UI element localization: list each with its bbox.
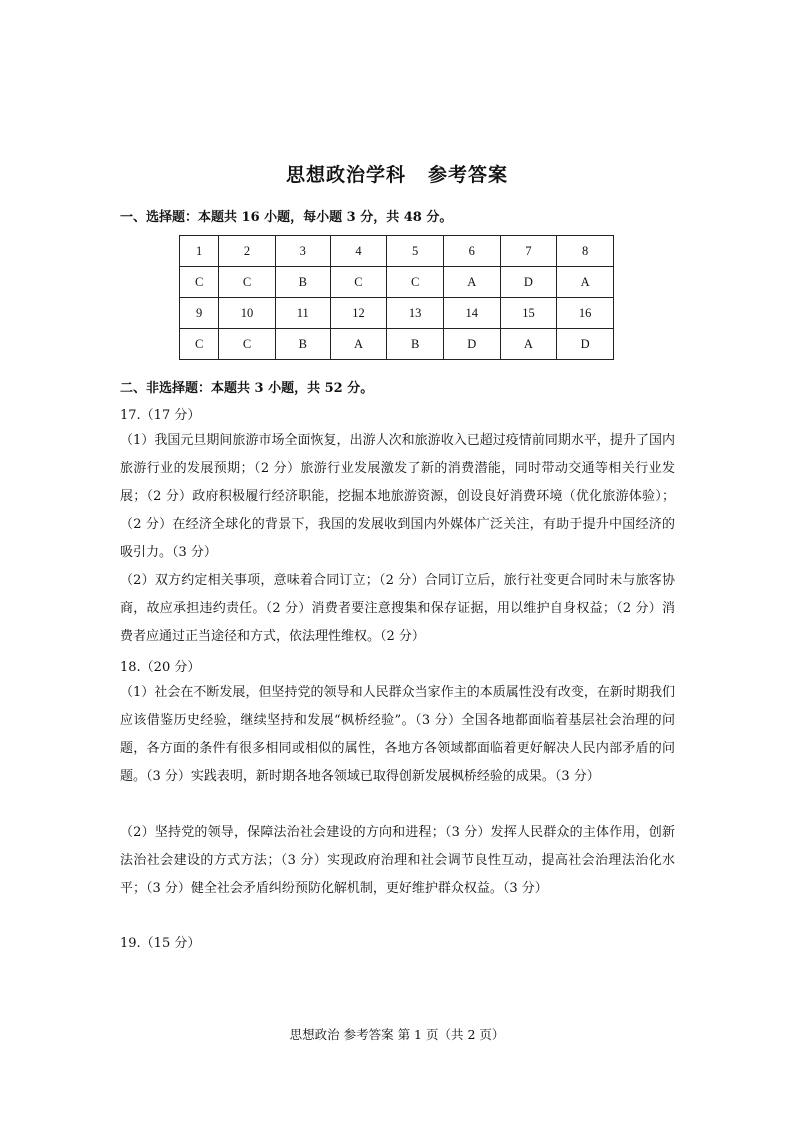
question-number-cell: 4 bbox=[330, 236, 387, 267]
question-19-label: 19.（15 分） bbox=[120, 936, 201, 951]
title-subject: 思想政治学科 bbox=[285, 164, 406, 186]
question-18-label: 18.（20 分） bbox=[120, 660, 201, 675]
answer-cell: A bbox=[443, 267, 500, 298]
page-title bbox=[0, 160, 794, 187]
question-17-part-1: （1）我国元旦期间旅游市场全面恢复，出游人次和旅游收入已超过疫情前同期水平，提升了国内旅游行业的发展预期；（2 分）旅游行业发展激发了新的消费潜能，同时带动交通等相关行业发展；（2 分）政府积极履行经济职能，挖掘本地旅游资源，创设良好消费环境（优化旅游体验）；（2 分）在经济全球化的背景下，我国的发展收到国内外媒体广泛关注，有助于提升中国经济的吸引力。（3 分） bbox=[120, 433, 675, 560]
question-number-cell: 5 bbox=[387, 236, 444, 267]
question-number-cell: 2 bbox=[219, 236, 276, 267]
question-17-label: 17.（17 分） bbox=[120, 408, 201, 423]
answer-table-row bbox=[180, 329, 614, 360]
question-number-cell: 15 bbox=[500, 298, 557, 329]
section-nonchoice-heading: 二、非选择题：本题共 3 小题，共 52 分。 bbox=[120, 381, 374, 396]
answer-cell: A bbox=[330, 329, 387, 360]
question-number-cell: 1 bbox=[180, 236, 219, 267]
question-number-cell: 8 bbox=[557, 236, 614, 267]
answer-cell: D bbox=[500, 267, 557, 298]
answer-table-row bbox=[180, 236, 614, 267]
question-17-part-2: （2）双方约定相关事项，意味着合同订立；（2 分）合同订立后，旅行社变更合同时未与旅客协商，故应承担违约责任。（2 分）消费者要注意搜集和保存证据，用以维护自身权益；（2 分）消费者应通过正当途径和方式，依法理性维权。（2 分） bbox=[120, 573, 675, 644]
answer-cell: D bbox=[557, 329, 614, 360]
question-number-cell: 12 bbox=[330, 298, 387, 329]
answer-cell: A bbox=[557, 267, 614, 298]
answer-cell: B bbox=[275, 267, 330, 298]
question-number-cell: 11 bbox=[275, 298, 330, 329]
question-18-part-1: （1）社会在不断发展，但坚持党的领导和人民群众当家作主的本质属性没有改变，在新时期我们应该借鉴历史经验，继续坚持和发展“枫桥经验”。（3 分）全国各地都面临着基层社会治理的问题，各方面的条件有很多相同或相似的属性，各地方各领域都面临着更好解决人民内部矛盾的问题。（3 分）实践表明，新时期各地各领域已取得创新发展枫桥经验的成果。（3 分） bbox=[120, 685, 675, 784]
question-18-part-2: （2）坚持党的领导，保障法治社会建设的方向和进程；（3 分）发挥人民群众的主体作用，创新法治社会建设的方式方法；（3 分）实现政府治理和社会调节良性互动，提高社会治理法治化水平；（3 分）健全社会矛盾纠纷预防化解机制，更好维护群众权益。（3 分） bbox=[120, 825, 675, 896]
question-number-cell: 9 bbox=[180, 298, 219, 329]
answer-table bbox=[179, 235, 614, 360]
title-answer-key: 参考答案 bbox=[428, 164, 509, 186]
answer-table-row bbox=[180, 298, 614, 329]
answer-cell: D bbox=[443, 329, 500, 360]
section-choice-heading: 一、选择题：本题共 16 小题，每小题 3 分，共 48 分。 bbox=[120, 210, 453, 225]
answer-cell: C bbox=[180, 267, 219, 298]
page-footer: 思想政治 参考答案 第 1 页（共 2 页） bbox=[289, 1027, 505, 1042]
answer-cell: C bbox=[387, 267, 444, 298]
question-number-cell: 10 bbox=[219, 298, 276, 329]
answer-cell: B bbox=[387, 329, 444, 360]
answer-table-row bbox=[180, 267, 614, 298]
question-number-cell: 14 bbox=[443, 298, 500, 329]
answer-cell: C bbox=[180, 329, 219, 360]
answer-cell: C bbox=[330, 267, 387, 298]
question-number-cell: 3 bbox=[275, 236, 330, 267]
question-number-cell: 13 bbox=[387, 298, 444, 329]
question-number-cell: 16 bbox=[557, 298, 614, 329]
answer-cell: B bbox=[275, 329, 330, 360]
question-number-cell: 7 bbox=[500, 236, 557, 267]
question-number-cell: 6 bbox=[443, 236, 500, 267]
answer-cell: A bbox=[500, 329, 557, 360]
answer-cell: C bbox=[219, 267, 276, 298]
answer-cell: C bbox=[219, 329, 276, 360]
